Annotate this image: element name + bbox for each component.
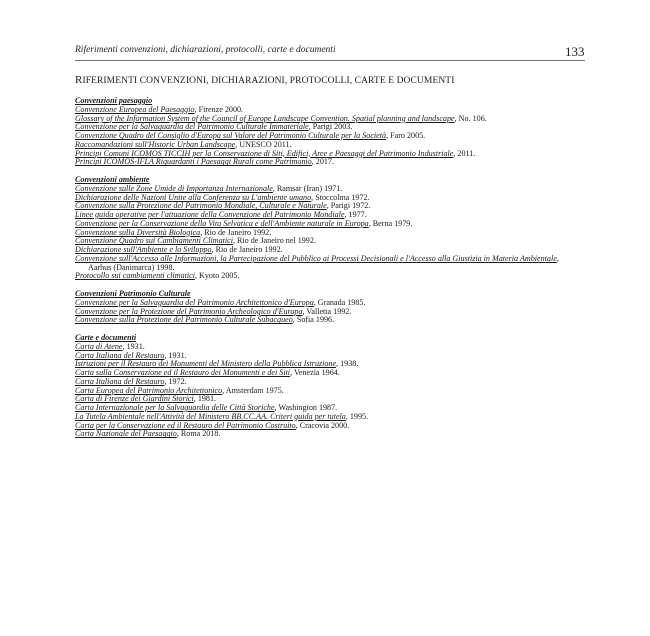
reference-title: Carta Internazionale per la Salvaguardia delle Città Storiche xyxy=(75,403,275,412)
running-header: Riferimenti convenzioni, dichiarazioni, protocolli, carte e documenti xyxy=(75,45,336,55)
reference-details: , Parigi 1972. xyxy=(326,201,371,211)
page-title xyxy=(75,74,454,86)
page-title-initial: R xyxy=(75,74,83,86)
reference-section xyxy=(75,176,635,281)
reference-title: Carta Europea del Patrimonio Architettonico xyxy=(75,385,223,395)
reference-details: , Stoccolma 1972. xyxy=(311,192,370,202)
reference-entry xyxy=(75,158,635,167)
section-heading: Convenzioni ambiente xyxy=(75,175,150,184)
reference-details: , Washington 1987. xyxy=(274,403,338,412)
reference-details: , 1938. xyxy=(336,359,359,369)
reference-details: , Amsterdam 1975. xyxy=(222,385,284,395)
reference-details: , 1931. xyxy=(122,341,145,351)
reference-title: Principi Comuni ICOMOS TICCIH per la Conservazione di Siti, Edifici, Aree e Paesaggi del Patrimonio Industriale xyxy=(75,148,454,158)
reference-title: Carta Nazionale del Paesaggio xyxy=(75,429,177,439)
reference-details: , Kyoto 2005. xyxy=(194,271,240,281)
reference-title: Convenzione per la Salvaguardia del Patrimonio Architettonico d'Europa xyxy=(75,297,314,307)
reference-details: , Rio de Janeiro 1992. xyxy=(200,227,272,237)
reference-title: Convenzione Quadro sui Cambiamenti Climatici xyxy=(75,236,233,246)
reference-details: , 1977. xyxy=(344,210,367,219)
reference-title: Istruzioni per il Restauro dei Monumenti del Ministero della Pubblica Istruzione xyxy=(75,359,337,369)
reference-title: La Tutela Ambientale nell'Attività del Ministero BB.CC.AA. Criteri guida per tutela xyxy=(75,411,346,421)
reference-title: Carta di Atene xyxy=(75,341,123,351)
reference-title: Convenzione per la Salvaguardia del Patrimonio Culturale Immateriale xyxy=(75,122,309,132)
reference-title: Carta di Firenze dei Giardini Storici xyxy=(75,394,194,404)
reference-details: , 1972. xyxy=(164,376,187,386)
reference-entry xyxy=(75,272,635,281)
reference-title: Carta sulla Conservazione ed il Restauro dei Monumenti e dei Siti xyxy=(75,368,291,377)
reference-title: Convenzione Quadro del Consiglio d'Europa sul Valore del Patrimonio Culturale per la Società xyxy=(75,131,387,140)
reference-details: , Berna 1979. xyxy=(368,218,413,228)
reference-section xyxy=(75,97,635,167)
reference-details: , xyxy=(556,253,559,263)
reference-details: , Valletta 1992. xyxy=(302,306,352,316)
page-number: 133 xyxy=(565,44,585,59)
reference-title: Convenzione per la Conservazione della Vita Selvatica e dell'Ambiente naturale in Europa xyxy=(75,218,369,228)
page-title-rest: IFERIMENTI CONVENZIONI, DICHIARAZIONI, PROTOCOLLI, CARTE E DOCUMENTI xyxy=(82,76,455,86)
reference-title: Dichiarazione sull'Ambiente e lo Sviluppo xyxy=(75,245,212,254)
reference-section xyxy=(75,334,635,439)
reference-details: , No. 106. xyxy=(454,113,487,123)
reference-details: , Parigi 2003. xyxy=(308,122,353,132)
reference-details: , Faro 2005. xyxy=(386,131,426,140)
reference-title: Linee guida operative per l'attuazione della Convenzione del Patrimonio Mondiale xyxy=(75,210,345,219)
reference-title: Convenzione Europea del Paesaggio xyxy=(75,104,195,114)
header-divider xyxy=(75,60,585,61)
reference-title: Carta Italiana del Restauro xyxy=(75,350,165,360)
reference-title: Convenzione sulla Protezione del Patrimonio Culturale Subacqueo xyxy=(75,315,293,325)
reference-details: , Firenze 2000. xyxy=(194,104,244,114)
reference-title: Convenzione sulla Diversità Biologica xyxy=(75,227,201,237)
reference-details: , 1995. xyxy=(345,411,369,421)
reference-details: , Sofia 1996. xyxy=(292,315,335,325)
reference-section xyxy=(75,290,635,325)
reference-details: , Cracovia 2000. xyxy=(295,420,350,430)
reference-title: Principi ICOMOS-IFLA Riguardanti i Paesaggi Rurali come Patrimonio xyxy=(75,157,312,167)
reference-details: , 2011. xyxy=(453,148,476,158)
reference-details: , 2017. xyxy=(311,157,334,167)
reference-title: Convenzione per la Protezione del Patrimonio Archeologico d'Europa xyxy=(75,306,303,316)
reference-title: Glossary of the Information System of the Council of Europe Landscape Convention. Spatial planning and landscape xyxy=(75,113,455,123)
reference-entry xyxy=(75,255,635,273)
reference-details: , 1981. xyxy=(193,394,217,404)
reference-details: , Rio de Janeiro 1992. xyxy=(211,245,283,254)
reference-details: , UNESCO 2011. xyxy=(235,139,292,149)
reference-details: , Roma 2018. xyxy=(176,429,221,439)
reference-details: , Ramsar (Iran) 1971. xyxy=(272,183,343,193)
section-heading: Convenzioni paesaggio xyxy=(75,96,153,105)
reference-title: Convenzione sulla Protezione del Patrimonio Mondiale, Culturale e Naturale xyxy=(75,201,327,211)
reference-details: , 1931. xyxy=(164,350,187,360)
reference-title: Convenzione sull'Accesso alle Informazioni, la Partecipazione del Pubblico ai Processi Decisionali e l'Accesso alla Giustizia in Materia Ambientale xyxy=(75,253,557,263)
reference-entry xyxy=(75,430,635,439)
reference-title: Convenzione sulle Zone Umide di Importanza Internazionale xyxy=(75,183,273,193)
reference-details: , Granada 1985. xyxy=(313,297,366,307)
reference-details: , Rio de Janeiro nel 1992. xyxy=(232,236,316,246)
reference-title: Raccomandazioni sull'Historic Urban Landscape xyxy=(75,139,236,149)
section-heading: Convenzioni Patrimonio Culturale xyxy=(75,289,191,298)
reference-title: Carta per la Conservazione ed il Restauro del Patrimonio Costruito xyxy=(75,420,296,430)
reference-entry xyxy=(75,316,635,325)
reference-title: Carta Italiana del Restauro xyxy=(75,376,165,386)
reference-list xyxy=(75,97,635,448)
reference-details: , Venezia 1964. xyxy=(290,368,340,377)
reference-title: Dichiarazione delle Nazioni Unite alla Conferenza su L'ambiente umano xyxy=(75,192,312,202)
reference-continuation: Aarhus (Danimarca) 1998. xyxy=(88,262,175,272)
reference-title: Protocollo sui cambiamenti climatici xyxy=(75,271,195,281)
section-heading: Carte e documenti xyxy=(75,333,137,342)
